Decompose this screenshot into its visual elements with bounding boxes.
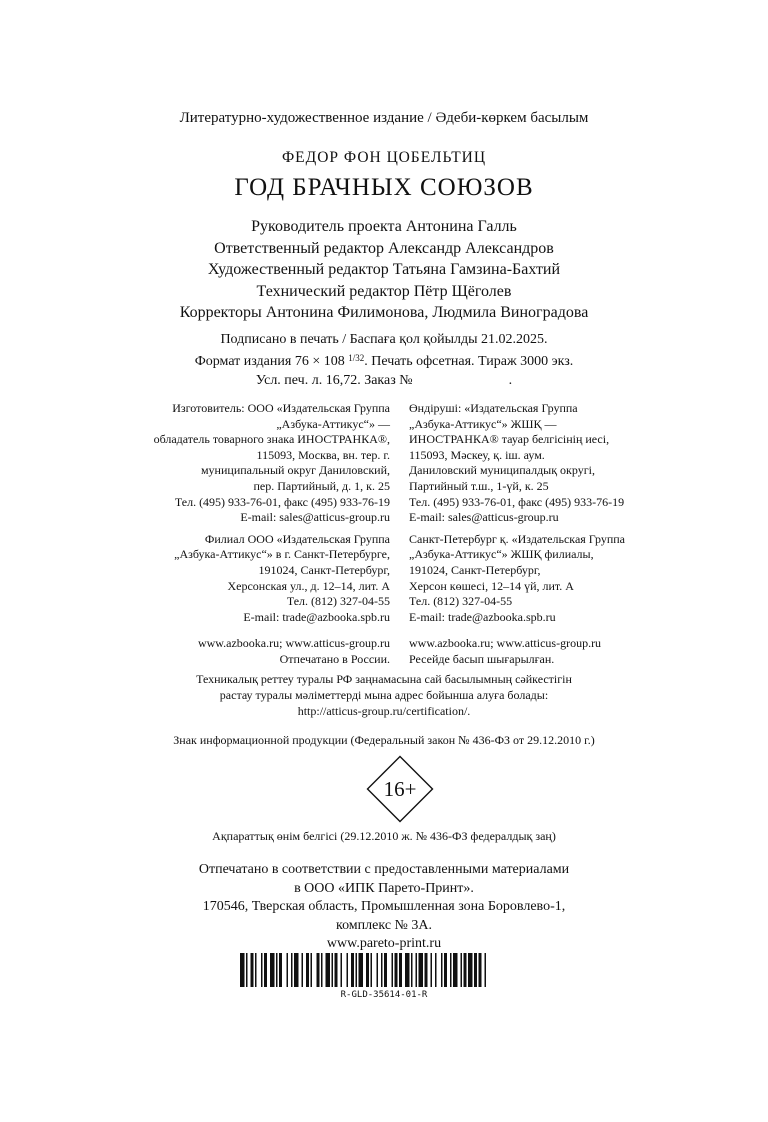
certification-line: растау туралы мәліметтерді мына адрес бойынша алуға болады: xyxy=(219,688,549,702)
manufacturer-line: пер. Партийный, д. 1, к. 25 xyxy=(253,478,390,493)
web-kz xyxy=(409,636,625,667)
print-info xyxy=(0,330,768,390)
printer-info xyxy=(0,861,768,954)
kazakh-column xyxy=(409,401,625,674)
edition-type: Литературно-художественное издание / Әдеби-көркем басылым xyxy=(179,110,589,126)
manufacturer-line: „Азбука-Аттикус“» ЖШҚ — xyxy=(409,416,557,431)
manufacturer-line: Изготовитель: ООО «Издательская Группа xyxy=(172,401,390,415)
manufacturer-line: Өндіруші: «Издательская Группа xyxy=(409,401,578,415)
printer-url: www.pareto-print.ru xyxy=(326,936,442,951)
branch-ru xyxy=(154,532,390,626)
book-title: ГОД БРАЧНЫХ СОЮЗОВ xyxy=(234,174,534,201)
info-sign-ru: Знак информационной продукции (Федеральный закон № 436-ФЗ от 29.12.2010 г.) xyxy=(173,733,595,747)
manufacturer-line: Даниловский муниципалдық округі, xyxy=(409,463,595,478)
web-line: www.azbooka.ru; www.atticus-group.ru xyxy=(409,636,602,651)
manufacturer-kz xyxy=(409,401,625,526)
signed-date: Подписано в печать / Баспаға қол қойылды 21.02.2025. xyxy=(220,332,548,347)
format-suffix: . Печать офсетная. Тираж 3000 экз. xyxy=(364,354,574,369)
manufacturer-line: Тел. (495) 933-76-01, факс (495) 933-76-19 xyxy=(174,494,390,509)
branch-line: Херсонская ул., д. 12–14, лит. А xyxy=(227,578,390,593)
manufacturer-line: муниципальный округ Даниловский, xyxy=(200,463,390,478)
manufacturer-line: Партийный т.ш., 1-үй, к. 25 xyxy=(409,478,549,493)
web-line: Ресейде басып шығарылған. xyxy=(409,651,555,666)
author-name: ФЕДОР ФОН ЦОБЕЛЬТИЦ xyxy=(281,149,487,166)
certification-url: http://atticus-group.ru/certification/. xyxy=(297,704,471,718)
branch-line: 191024, Санкт-Петербург, xyxy=(258,562,390,577)
staff-line: Технический редактор Пётр Щёголев xyxy=(256,282,512,300)
staff-line: Корректоры Антонина Филимонова, Людмила Виноградова xyxy=(179,304,589,321)
barcode-text: R-GLD-35614-01-R xyxy=(340,990,428,1000)
web-ru xyxy=(154,636,390,667)
age-rating-badge xyxy=(366,755,434,823)
format-prefix: Формат издания 76 × 108 xyxy=(194,354,349,369)
branch-line: 191024, Санкт-Петербург, xyxy=(409,562,541,577)
russian-column xyxy=(154,401,390,674)
barcode-icon xyxy=(240,953,528,987)
branch-line: Тел. (812) 327-04-55 xyxy=(286,594,390,609)
staff-line: Руководитель проекта Антонина Галль xyxy=(251,218,517,235)
certification-line: Техникалық реттеу туралы РФ заңнамасына сай басылымның сәйкестігін xyxy=(196,672,572,686)
branch-line: Херсон көшесі, 12–14 үй, лит. А xyxy=(409,578,574,593)
age-rating: 16+ xyxy=(383,777,417,801)
printer-line: Отпечатано в соответствии с предоставленными материалами xyxy=(198,862,570,877)
web-line: www.azbooka.ru; www.atticus-group.ru xyxy=(197,636,390,651)
staff-line: Ответственный редактор Александр Александров xyxy=(214,239,554,257)
branch-line: Тел. (812) 327-04-55 xyxy=(409,594,513,609)
printer-line: 170546, Тверская область, Промышленная зона Боровлево-1, xyxy=(202,899,566,914)
branch-line: E-mail: trade@azbooka.spb.ru xyxy=(243,609,390,624)
branch-line: E-mail: trade@azbooka.spb.ru xyxy=(409,609,556,624)
format-line xyxy=(0,349,768,371)
manufacturer-line: 115093, Москва, вн. тер. г. xyxy=(256,447,390,462)
manufacturer-line: E-mail: sales@atticus-group.ru xyxy=(409,510,559,525)
certification-note xyxy=(0,671,768,719)
manufacturer-ru xyxy=(154,401,390,526)
printer-line: в ООО «ИПК Парето-Принт». xyxy=(294,880,474,896)
branch-line: Санкт-Петербург қ. «Издательская Группа xyxy=(409,531,625,546)
branch-line: Филиал ООО «Издательская Группа xyxy=(204,531,390,546)
manufacturer-line: Тел. (495) 933-76-01, факс (495) 933-76-19 xyxy=(409,494,625,509)
manufacturer-line: 115093, Мәскеу, қ. іш. аум. xyxy=(409,447,545,462)
manufacturer-line: ИНОСТРАНКА® тауар белгісінің иесі, xyxy=(409,432,610,447)
manufacturer-line: обладатель товарного знака ИНОСТРАНКА®, xyxy=(153,432,390,447)
order-end: . xyxy=(508,373,513,388)
staff-line: Художественный редактор Татьяна Гамзина-Бахтий xyxy=(207,261,561,278)
manufacturer-line: E-mail: sales@atticus-group.ru xyxy=(240,510,390,525)
branch-line: „Азбука-Аттикус“» ЖШҚ филиалы, xyxy=(409,547,594,562)
format-fraction: 1/32 xyxy=(348,353,365,363)
order-label: Усл. печ. л. 16,72. Заказ № xyxy=(255,373,413,388)
printer-line: комплекс № 3А. xyxy=(335,917,432,933)
manufacturer-line: „Азбука-Аттикус“» — xyxy=(276,416,390,431)
staff-list xyxy=(0,216,768,324)
branch-kz xyxy=(409,532,625,626)
web-line: Отпечатано в России. xyxy=(279,651,390,666)
info-sign-kz: Ақпараттық өнім белгісі (29.12.2010 ж. № 436-ФЗ федералдық заң) xyxy=(212,829,556,843)
order-line xyxy=(0,371,768,390)
branch-line: „Азбука-Аттикус“» в г. Санкт-Петербурге, xyxy=(174,547,390,562)
